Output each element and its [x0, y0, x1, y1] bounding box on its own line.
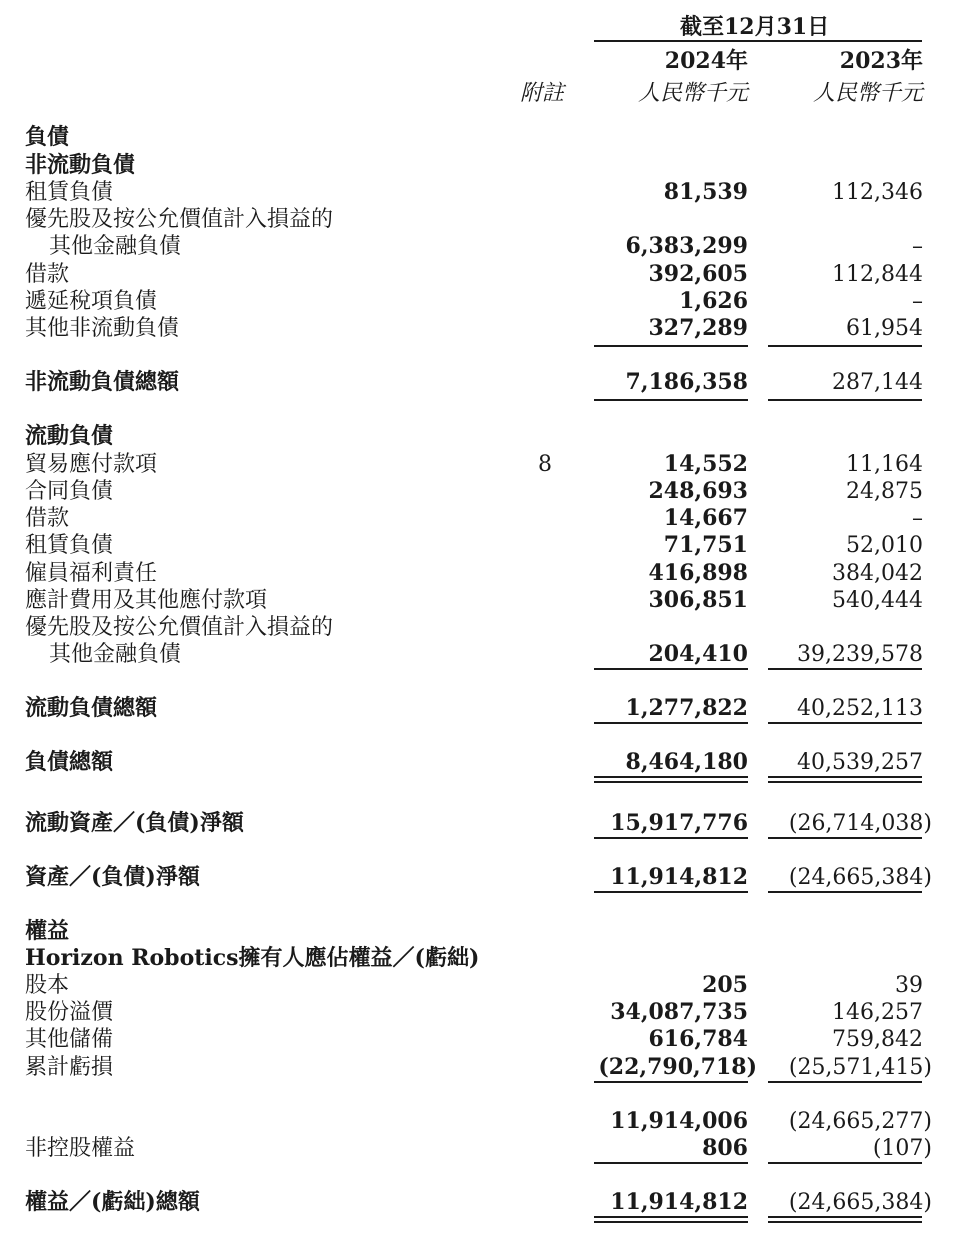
- row-label: 流動負債: [25, 423, 114, 449]
- total-underline: [594, 399, 748, 401]
- value-2024: 14,552: [663, 451, 748, 477]
- row-label: 優先股及按公允價值計入損益的: [25, 207, 334, 232]
- row-label: 借款: [25, 506, 70, 531]
- value-2024: 34,087,735: [610, 999, 748, 1025]
- row-label: 借款: [25, 262, 70, 287]
- value-2023: 112,844: [832, 262, 923, 287]
- value-2023: 24,875: [846, 479, 923, 504]
- value-2023: 40,539,257: [797, 750, 923, 775]
- value-2024: 306,851: [648, 587, 748, 613]
- row-label: 租賃負債: [25, 180, 114, 205]
- row-label: 遞延稅項負債: [25, 289, 158, 314]
- total-underline: [594, 1216, 748, 1218]
- table-row: [0, 1108, 960, 1135]
- row-label: 流動負債總額: [25, 695, 158, 721]
- unit-2024-header: 人民幣千元: [637, 81, 748, 106]
- total-underline: [594, 1162, 748, 1164]
- table-row: [0, 695, 960, 722]
- table-row: [0, 451, 960, 478]
- table-row: [0, 261, 960, 288]
- value-2024: 205: [702, 972, 748, 998]
- value-2024: 416,898: [648, 560, 748, 586]
- value-2023: 52,010: [846, 533, 923, 558]
- total-underline: [594, 781, 748, 783]
- value-2023: (107): [872, 1136, 932, 1161]
- row-label: 負債: [25, 124, 70, 150]
- total-underline: [594, 1081, 748, 1083]
- row-label: 其他金融負債: [49, 234, 182, 259]
- table-row: [0, 749, 960, 776]
- value-2023: (24,665,384): [788, 1190, 932, 1215]
- total-underline: [768, 837, 922, 839]
- total-underline: [768, 1216, 922, 1218]
- value-2024: 7,186,358: [625, 369, 748, 395]
- total-underline: [594, 776, 748, 778]
- value-2023: 759,842: [832, 1027, 923, 1052]
- table-row: [0, 999, 960, 1026]
- table-row: [0, 233, 960, 260]
- value-2024: 11,914,812: [610, 864, 748, 890]
- table-row: [0, 614, 960, 641]
- table-row: [0, 641, 960, 668]
- table-row: [0, 124, 960, 151]
- value-2024: 81,539: [663, 179, 748, 205]
- row-label: 其他金融負債: [49, 642, 182, 667]
- total-underline: [768, 1162, 922, 1164]
- row-label: 權益: [25, 918, 70, 944]
- table-row: [0, 972, 960, 999]
- table-row: [0, 532, 960, 559]
- value-2023: 61,954: [846, 316, 923, 341]
- row-label: 應計費用及其他應付款項: [25, 588, 268, 613]
- total-underline: [768, 345, 922, 347]
- value-2023: 287,144: [832, 370, 923, 395]
- table-row: [0, 505, 960, 532]
- row-label: 負債總額: [25, 749, 114, 775]
- row-label: 其他儲備: [25, 1027, 114, 1052]
- table-row: [0, 206, 960, 233]
- value-2024: 392,605: [648, 261, 748, 287]
- table-row: [0, 478, 960, 505]
- total-underline: [594, 722, 748, 724]
- note-column-header: 附註: [520, 81, 565, 106]
- value-2023: 540,444: [832, 588, 923, 613]
- year-2023-header: 2023年: [839, 48, 923, 74]
- total-underline: [594, 668, 748, 670]
- table-row: [0, 1026, 960, 1053]
- row-label: 累計虧損: [25, 1055, 114, 1080]
- value-2024: 8,464,180: [625, 749, 748, 775]
- table-row: [0, 587, 960, 614]
- value-2024: 248,693: [648, 478, 748, 504]
- value-2023: (25,571,415): [788, 1055, 932, 1080]
- row-label: 股本: [25, 973, 70, 998]
- table-row: [0, 315, 960, 342]
- value-2023: 384,042: [832, 561, 923, 586]
- value-2024: 327,289: [648, 315, 748, 341]
- value-2024: 616,784: [648, 1026, 748, 1052]
- value-2023: 40,252,113: [797, 696, 923, 721]
- value-2023: 146,257: [832, 1000, 923, 1025]
- value-2024: 11,914,812: [610, 1189, 748, 1215]
- value-2024: 11,914,006: [610, 1108, 748, 1134]
- table-row: [0, 1189, 960, 1216]
- value-2023: –: [912, 506, 923, 531]
- total-underline: [768, 776, 922, 778]
- row-note: 8: [538, 452, 552, 477]
- value-2023: –: [912, 234, 923, 259]
- table-row: [0, 918, 960, 945]
- row-label: 優先股及按公允價值計入損益的: [25, 615, 334, 640]
- table-row: [0, 369, 960, 396]
- value-2024: 6,383,299: [625, 233, 748, 259]
- row-label: 租賃負債: [25, 533, 114, 558]
- value-2024: 204,410: [648, 641, 748, 667]
- row-label: 非流動負債: [25, 152, 136, 178]
- total-underline: [768, 668, 922, 670]
- row-label: 資產／(負債)淨額: [25, 864, 200, 890]
- row-label: 其他非流動負債: [25, 316, 180, 341]
- value-2024: 14,667: [663, 505, 748, 531]
- table-row: [0, 288, 960, 315]
- table-row: [0, 810, 960, 837]
- row-label: 股份溢價: [25, 1000, 114, 1025]
- table-row: [0, 945, 960, 972]
- value-2024: 71,751: [663, 532, 748, 558]
- value-2024: 806: [702, 1135, 748, 1161]
- value-2023: –: [912, 289, 923, 314]
- value-2024: 1,277,822: [625, 695, 748, 721]
- table-row: [0, 1135, 960, 1162]
- table-row: [0, 152, 960, 179]
- row-label: Horizon Robotics擁有人應佔權益／(虧絀): [25, 945, 480, 971]
- value-2023: 39,239,578: [797, 642, 923, 667]
- total-underline: [768, 399, 922, 401]
- value-2023: 112,346: [832, 180, 923, 205]
- value-2024: (22,790,718): [598, 1054, 757, 1080]
- value-2023: 11,164: [846, 452, 923, 477]
- period-header: 截至12月31日: [680, 14, 830, 40]
- table-row: [0, 1054, 960, 1081]
- value-2024: 15,917,776: [610, 810, 748, 836]
- total-underline: [768, 1221, 922, 1223]
- total-underline: [768, 781, 922, 783]
- year-2024-header: 2024年: [664, 48, 748, 74]
- total-underline: [768, 722, 922, 724]
- row-label: 流動資產／(負債)淨額: [25, 810, 244, 836]
- total-underline: [594, 891, 748, 893]
- value-2023: (24,665,384): [788, 865, 932, 890]
- total-underline: [594, 1221, 748, 1223]
- value-2023: (26,714,038): [788, 811, 932, 836]
- value-2023: 39: [895, 973, 923, 998]
- table-row: [0, 423, 960, 450]
- row-label: 貿易應付款項: [25, 452, 158, 477]
- period-underline: [594, 40, 922, 42]
- value-2024: 1,626: [679, 288, 748, 314]
- row-label: 僱員福利責任: [25, 561, 158, 586]
- total-underline: [768, 891, 922, 893]
- total-underline: [768, 1081, 922, 1083]
- row-label: 非控股權益: [25, 1136, 136, 1161]
- row-label: 權益／(虧絀)總額: [25, 1189, 200, 1215]
- row-label: 非流動負債總額: [25, 369, 180, 395]
- total-underline: [594, 345, 748, 347]
- table-row: [0, 560, 960, 587]
- row-label: 合同負債: [25, 479, 114, 504]
- value-2023: (24,665,277): [788, 1109, 932, 1134]
- total-underline: [594, 837, 748, 839]
- table-row: [0, 864, 960, 891]
- table-row: [0, 179, 960, 206]
- unit-2023-header: 人民幣千元: [812, 81, 923, 106]
